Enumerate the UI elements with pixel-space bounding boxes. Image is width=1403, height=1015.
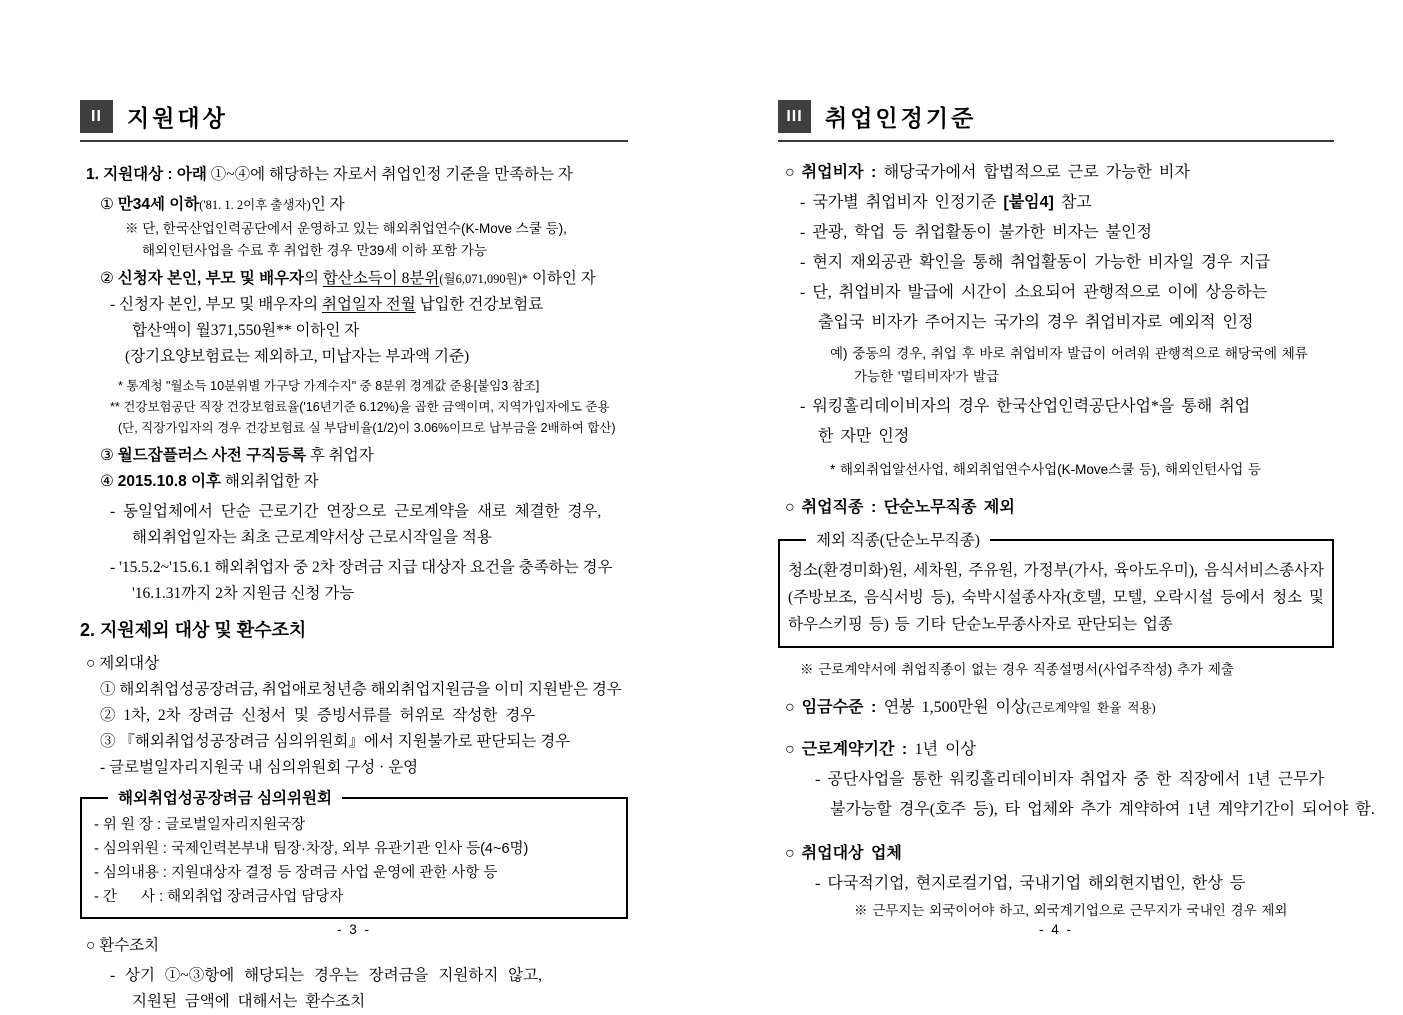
company-bold: 취업대상 업체 <box>801 845 902 862</box>
sub1-pre: - 신청자 본인, 부모 및 배우자의 <box>110 296 322 313</box>
item2-marker: ② <box>100 270 118 287</box>
visa-footnote: * 해외취업알선사업, 해외취업연수사업(K-Move스쿨 등), 해외인턴사업 등 <box>830 462 1262 477</box>
visa-example-line1: 예) 중동의 경우, 취업 후 바로 취업비자 발급이 어려워 관행적으로 해당국에 체류 <box>830 346 1308 361</box>
support-item-1-note-line1: ※ 단, 한국산업인력공단에서 운영하고 있는 해외취업연수(K-Move 스쿨 등), <box>125 221 567 236</box>
page-title: 취업인정기준 <box>825 105 977 131</box>
visa-b1-pre: - 국가별 취업비자 인정기준 <box>800 194 1004 211</box>
item4-sub1-line2: 해외취업일자는 최초 근로계약서상 근로시작일을 적용 <box>132 529 492 546</box>
wage-bold: 임금수준 : <box>801 699 884 716</box>
committee-members: - 심의위원 : 국제인력본부내 팀장·차장, 외부 유관기관 인사 등(4~6명) <box>94 841 529 857</box>
section-header-employment-criteria <box>778 100 1334 142</box>
committee-scope: - 심의내용 : 지원대상자 결정 등 장려금 사업 운영에 관한 사항 등 <box>94 865 498 881</box>
page-number-4: - 4 - <box>1038 922 1073 937</box>
visa-bullet-4-line2: 출입국 비자가 주어지는 국가의 경우 취업비자로 예외적 인정 <box>818 314 1254 331</box>
support-item-2-sub3: (장기요양보험료는 제외하고, 미납자는 부과액 기준) <box>125 348 470 365</box>
contract-marker: ○ <box>785 741 802 758</box>
occupation-note: ※ 근로계약서에 취업직종이 없는 경우 직종설명서(사업주작성) 추가 제출 <box>800 662 1234 677</box>
committee-chair: - 위 원 장 : 글로벌일자리지원국장 <box>94 817 306 833</box>
company-head <box>778 839 1334 869</box>
item1-rest: 인 자 <box>310 196 345 213</box>
support-item-4 <box>80 469 628 495</box>
item2-paren: (월6,071,090원)* <box>439 272 529 286</box>
occupation-head <box>778 493 1334 523</box>
contract-bold: 근로계약기간 : <box>801 741 915 758</box>
support-target-intro <box>80 162 628 188</box>
visa-b1-ref: [붙임4] <box>1003 194 1054 211</box>
page-4 <box>778 100 1375 970</box>
visa-bold: 취업비자 : <box>801 164 884 181</box>
visa-bullet-1 <box>778 188 1334 218</box>
visa-bullet-3: - 현지 재외공관 확인을 통해 취업활동이 가능한 비자일 경우 지급 <box>800 254 1271 271</box>
item1-bold: 만34세 이하 <box>117 196 200 213</box>
section-number: III <box>786 107 803 125</box>
support-item-3 <box>80 443 628 469</box>
wage-paren: (근로계약일 환율 적용) <box>1026 701 1156 715</box>
visa-bullet-4-line1: - 단, 취업비자 발급에 시간이 소요되어 관행적으로 이에 상응하는 <box>800 284 1268 301</box>
company-marker: ○ <box>785 845 802 862</box>
item2-underline: 합산소득이 8분위 <box>322 270 440 287</box>
footnote-2-cont: (단, 직장가입자의 경우 건강보험료 실 부담비율(1/2)이 3.06%이므로 납부금을 2배하여 합산) <box>118 421 616 435</box>
visa-bullet-5-line1: - 워킹홀리데이비자의 경우 한국산업인력공단사업*을 통해 취업 <box>800 398 1251 415</box>
sub1-underline: 취업일자 전월 <box>321 296 416 313</box>
item4-bold: 2015.10.8 이후 <box>117 473 221 490</box>
committee-box <box>80 790 628 919</box>
item2-mid: 의 <box>304 270 323 287</box>
recovery-subhead: ○ 환수조치 <box>86 937 160 954</box>
wage-value: 연봉 1,500만원 이상 <box>883 699 1027 716</box>
exclusion-subhead: ○ 제외대상 <box>86 655 160 672</box>
company-note: ※ 근무지는 외국이어야 하고, 외국계기업으로 근무지가 국내인 경우 제외 <box>854 903 1288 918</box>
sub1-rest: 납입한 건강보험료 <box>415 296 544 313</box>
footnote-2: ** 건강보험공단 직장 건강보험료율('16년기준 6.12%)을 곱한 금액이며, 지역가입자에도 준용 <box>110 400 610 414</box>
item4-sub2-line1: - '15.5.2~'15.6.1 해외취업자 중 2차 장려금 지급 대상자 요건을 충족하는 경우 <box>110 559 613 576</box>
visa-head <box>778 158 1334 188</box>
contract-bullet-line2: 불가능할 경우(호주 등), 타 업체와 추가 계약하여 1년 계약기간이 되어야 함. <box>830 801 1375 818</box>
section-header-support-target <box>80 100 628 142</box>
item4-sub2-line2: '16.1.31까지 2차 지원금 신청 가능 <box>132 585 355 602</box>
wage-marker: ○ <box>785 699 802 716</box>
item1-paren: ('81. 1. 2이후 출생자) <box>199 198 311 212</box>
wage-head <box>778 693 1334 723</box>
exclusion-heading: 2. 지원제외 대상 및 환수조치 <box>80 620 307 640</box>
visa-bullet-2: - 관광, 학업 등 취업활동이 불가한 비자는 불인정 <box>800 224 1152 241</box>
section-number-badge <box>778 100 811 133</box>
exclusion-item-3-sub: - 글로벌일자리지원국 내 심의위원회 구성 · 운영 <box>100 759 419 776</box>
item3-bold: 월드잡플러스 사전 구직등록 <box>117 447 307 464</box>
intro-rest: ①~④에 해당하는 자로서 취업인정 기준을 만족하는 자 <box>206 166 573 183</box>
visa-example-line2: 가능한 '멀티비자'가 발급 <box>854 369 1000 384</box>
visa-b1-rest: 참고 <box>1053 194 1092 211</box>
excluded-jobs-box <box>778 532 1334 648</box>
intro-bold: 1. 지원대상 : 아래 <box>86 166 207 183</box>
committee-box-title: 해외취업성공장려금 심의위원회 <box>108 788 342 810</box>
item4-marker: ④ <box>100 473 118 490</box>
occupation-bold: 취업직종 : 단순노무직종 제외 <box>801 499 1015 516</box>
company-bullet: - 다국적기업, 현지로컬기업, 국내기업 해외현지법인, 한상 등 <box>815 875 1246 892</box>
item3-rest: 후 취업자 <box>306 447 374 464</box>
footnote-1: * 통계청 "월소득 10분위별 가구당 가계수지" 중 8분위 경계값 준용[붙임3 참조] <box>118 379 540 393</box>
occupation-marker: ○ <box>785 499 802 516</box>
visa-marker: ○ <box>785 164 802 181</box>
excluded-jobs-box-body: 청소(환경미화)원, 세차원, 주유원, 가정부(가사, 육아도우미), 음식서비스종사자(주방보조, 음식서빙 등), 숙박시설종사자(호텔, 모텔, 오락시설 등에서 청소 및 하우스키핑 등) 등 기타 단순노무종사자로 판단되는 업종 <box>788 562 1324 633</box>
excluded-jobs-box-title: 제외 직종(단순노무직종) <box>806 530 990 552</box>
item2-bold: 신청자 본인, 부모 및 배우자 <box>117 270 305 287</box>
support-item-1 <box>80 192 628 218</box>
page-title: 지원대상 <box>127 105 228 131</box>
item3-marker: ③ <box>100 447 118 464</box>
contract-bullet-line1: - 공단사업을 통한 워킹홀리데이비자 취업자 중 한 직장에서 1년 근무가 <box>815 771 1325 788</box>
section-number-badge <box>80 100 113 133</box>
item1-marker: ① <box>100 196 118 213</box>
recovery-line1: - 상기 ①~③항에 해당되는 경우는 장려금을 지원하지 않고, <box>110 967 542 984</box>
support-item-2-sub2: 합산액이 월371,550원** 이하인 자 <box>132 322 360 339</box>
contract-head <box>778 735 1334 765</box>
page-number-3: - 3 - <box>336 922 371 937</box>
visa-rest: 해당국가에서 합법적으로 근로 가능한 비자 <box>883 164 1190 181</box>
exclusion-item-3: ③ 『해외취업성공장려금 심의위원회』에서 지원불가로 판단되는 경우 <box>100 733 571 750</box>
item2-rest: 이하인 자 <box>528 270 596 287</box>
recovery-line2: 지원된 금액에 대해서는 환수조치 <box>132 993 366 1010</box>
committee-box-body <box>82 799 626 917</box>
contract-value: 1년 이상 <box>914 741 977 758</box>
exclusion-item-1: ① 해외취업성공장려금, 취업애로청년층 해외취업지원금을 이미 지원받은 경우 <box>100 681 622 698</box>
exclusion-item-2: ② 1차, 2차 장려금 신청서 및 증빙서류를 허위로 작성한 경우 <box>100 707 536 724</box>
support-item-2-sub1 <box>80 292 628 318</box>
support-item-2 <box>80 266 628 292</box>
visa-bullet-5-line2: 한 자만 인정 <box>818 428 910 445</box>
committee-secretary: - 간 사 : 해외취업 장려금사업 담당자 <box>94 889 344 905</box>
item4-rest: 해외취업한 자 <box>221 473 319 490</box>
section-number: II <box>91 107 102 125</box>
item4-sub1-line1: - 동일업체에서 단순 근로기간 연장으로 근로계약을 새로 체결한 경우, <box>110 503 602 520</box>
page-3 <box>80 100 628 1010</box>
support-item-1-note-line2: 해외인턴사업을 수료 후 취업한 경우 만39세 이하 포함 가능 <box>142 243 487 258</box>
